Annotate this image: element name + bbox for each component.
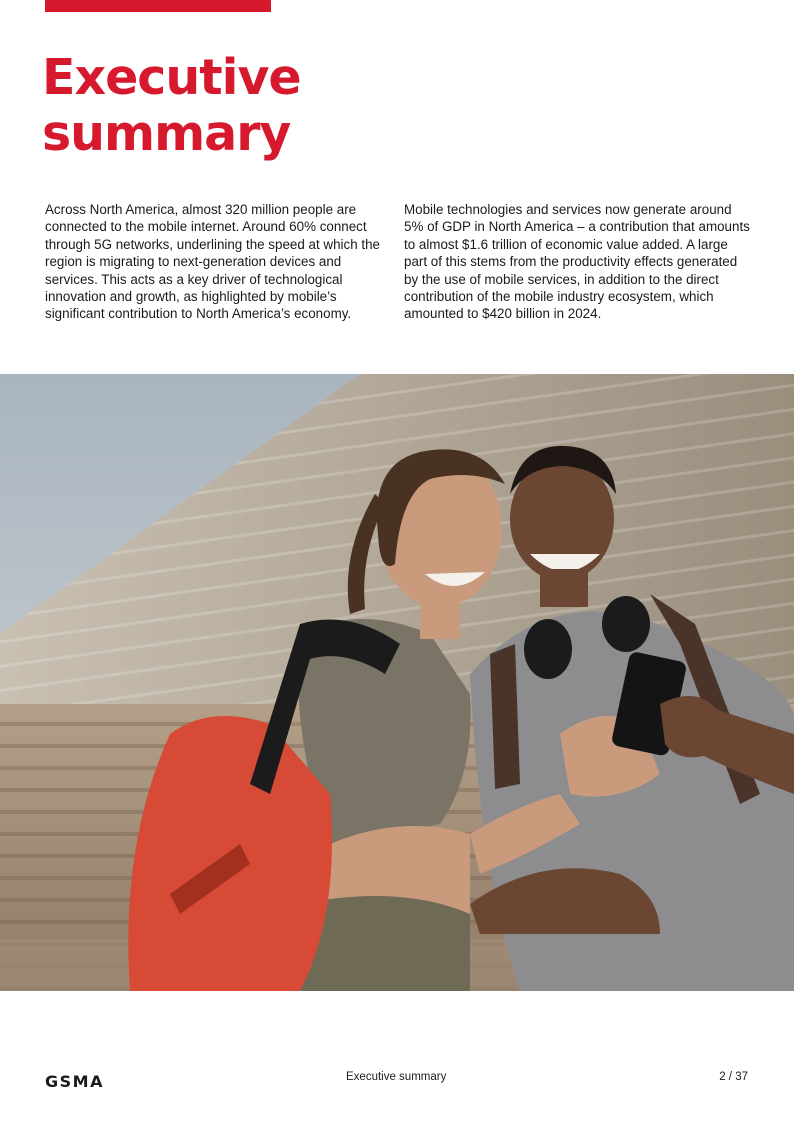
page-title-line-1: Executive xyxy=(42,49,301,106)
gsma-logo xyxy=(45,1073,143,1089)
header-accent-bar xyxy=(45,0,271,12)
intro-paragraph-right: Mobile technologies and services now generate around 5% of GDP in North America – a contribution that amounts to almost $1.6 trillion of economic value added. A large part of this stems from the productivity effects generated by the use of mobile services, in addition to the direct contribution of the mobile industry ecosystem, which amounted to $420 billion in 2024. xyxy=(404,202,750,322)
intro-paragraph-left: Across North America, almost 320 million people are connected to the mobile internet. Around 60% connect through 5G networks, underlining the speed at which the region is migrating to next-generation devices and services. This acts as a key driver of technological innovation and growth, as highlighted by mobile’s significant contribution to North America’s economy. xyxy=(45,202,380,322)
footer-section-label: Executive summary xyxy=(346,1071,447,1083)
page-title xyxy=(42,50,301,162)
page-title-line-2: summary xyxy=(42,105,291,162)
svg-text:GSMA: GSMA xyxy=(45,1073,104,1089)
footer-page-number: 2 / 37 xyxy=(719,1071,748,1083)
hero-photo xyxy=(0,374,794,991)
